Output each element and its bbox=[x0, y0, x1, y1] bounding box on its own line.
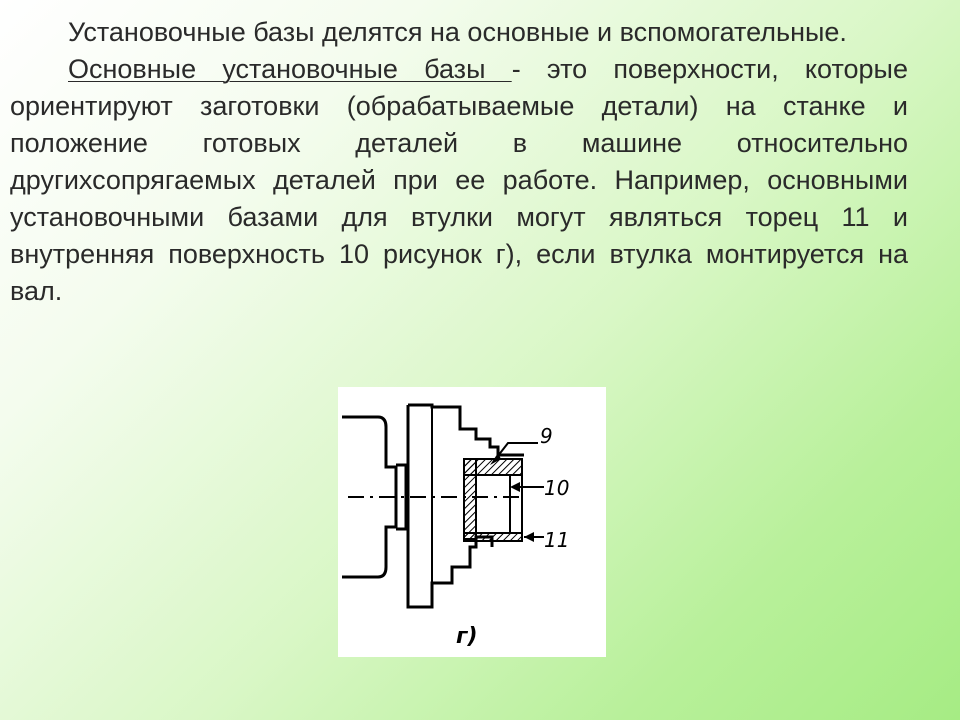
bushing-diagram bbox=[338, 387, 606, 657]
term-underlined: Основные установочные базы bbox=[68, 54, 512, 84]
bushing-part bbox=[464, 459, 522, 541]
paragraph-intro: Установочные базы делятся на основные и вспомогательные. bbox=[68, 17, 847, 47]
callout-9: 9 bbox=[540, 424, 553, 448]
callout-10: 10 bbox=[544, 476, 570, 500]
figure-caption: г) bbox=[456, 624, 478, 649]
body-text bbox=[10, 14, 908, 310]
paragraph-definition bbox=[10, 51, 908, 310]
definition-text: - это поверхности, которые ориентируют заготовки (обрабатываемые детали) на станке и положение готовых деталей в машине относительно другихсопрягаемых деталей при ее работе. Например, основными установочными базами для втулки могут являться торец 11 и внутренняя поверхность 10 рисунок г), если втулка монтируется на вал. bbox=[10, 54, 908, 306]
callout-11: 11 bbox=[544, 528, 570, 552]
